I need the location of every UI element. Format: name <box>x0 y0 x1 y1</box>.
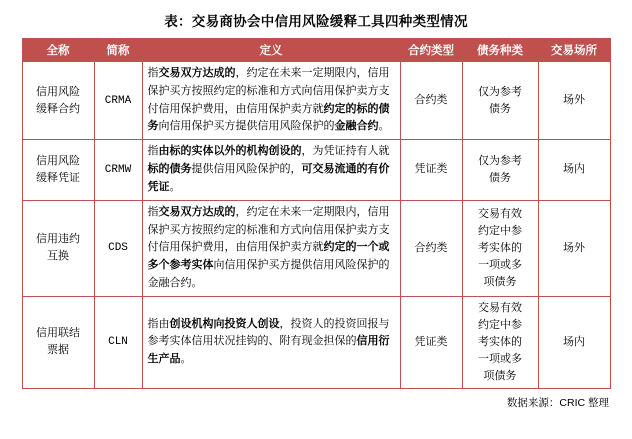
name: 信用风险 缓释合约 <box>22 62 94 140</box>
contract-type: 凭证类 <box>400 296 462 388</box>
definition: 指交易双方达成的，约定在未来一定期限内，信用保护买方按照约定的标准和方式向信用保护卖方支付信用保护费用，由信用保护卖方就约定的一个或多个参考实体向信用保护买方提供信用风险保护的金融合约。 <box>142 200 400 296</box>
column-header-debt-type: 债务种类 <box>462 39 538 62</box>
column-header-venue: 交易场所 <box>538 39 610 62</box>
column-header-contract-type: 合约类型 <box>400 39 462 62</box>
column-header-abbreviation: 简称 <box>94 39 142 62</box>
table-row <box>22 296 610 388</box>
table-row <box>22 140 610 200</box>
contract-type: 合约类 <box>400 62 462 140</box>
definition: 指由标的实体以外的机构创设的，为凭证持有人就标的债务提供信用风险保护的，可交易流通的有价凭证。 <box>142 140 400 200</box>
contract-type: 凭证类 <box>400 140 462 200</box>
column-header-full-name: 全称 <box>22 39 94 62</box>
debt-type: 仅为参考 债务 <box>462 62 538 140</box>
abbr: CDS <box>94 200 142 296</box>
page-title: 表：交易商协会中信用风险缓释工具四种类型情况 <box>164 14 468 29</box>
definition: 指由创设机构向投资人创设，投资人的投资回报与参考实体信用状况挂钩的、附有现金担保的信用衍生产品。 <box>142 296 400 388</box>
venue: 场外 <box>538 200 610 296</box>
abbr: CRMW <box>94 140 142 200</box>
venue: 场外 <box>538 62 610 140</box>
debt-type: 交易有效 约定中参 考实体的 一项或多 项债务 <box>462 296 538 388</box>
name: 信用风险 缓释凭证 <box>22 140 94 200</box>
table-header <box>22 39 610 62</box>
table-row <box>22 200 610 296</box>
contract-type: 合约类 <box>400 200 462 296</box>
column-header-definition: 定义 <box>142 39 400 62</box>
name: 信用违约 互换 <box>22 200 94 296</box>
debt-type: 仅为参考 债务 <box>462 140 538 200</box>
abbr: CRMA <box>94 62 142 140</box>
table-body <box>22 62 610 389</box>
definition: 指交易双方达成的，约定在未来一定期限内，信用保护买方按照约定的标准和方式向信用保护卖方支付信用保护费用，由信用保护卖方就约定的标的债务向信用保护买方提供信用风险保护的金融合约。 <box>142 62 400 140</box>
venue: 场内 <box>538 296 610 388</box>
debt-type: 交易有效 约定中参 考实体的 一项或多 项债务 <box>462 200 538 296</box>
table-header-row <box>22 39 610 62</box>
source-note: 数据来源：CRIC 整理 <box>506 396 609 409</box>
abbr: CLN <box>94 296 142 388</box>
name: 信用联结 票据 <box>22 296 94 388</box>
credit-risk-mitigation-table <box>22 38 611 389</box>
table-row <box>22 62 610 140</box>
venue: 场内 <box>538 140 610 200</box>
